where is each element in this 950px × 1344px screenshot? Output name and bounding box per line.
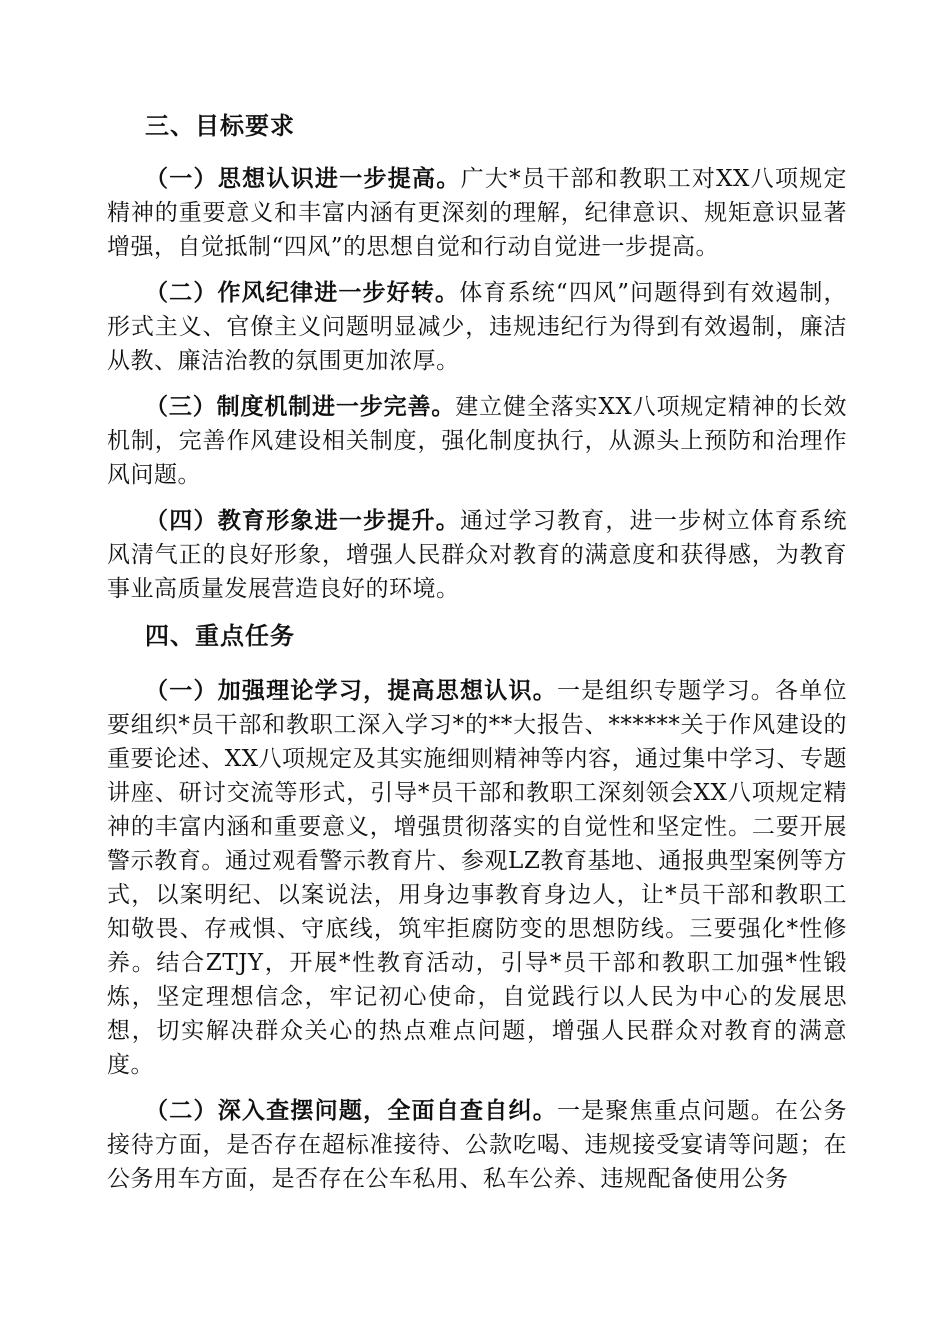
section-heading-tasks: 四、重点任务: [145, 622, 295, 650]
goal-item-2-body: 体育系统“四风”问题得到有效遏制，形式主义、官僚主义问题明显减少，违规违纪行为得到有效遏制，廉洁从教、廉洁治教的氛围更加浓厚。: [107, 280, 847, 374]
task-item-1-body: 一是组织专题学习。各单位要组织*员干部和教职工深入学习*的**大报告、******关于作风建设的重要论述、XX八项规定及其实施细则精神等内容，通过集中学习、专题讲座、研讨交流等形式，引导*员干部和教职工深刻领会XX八项规定精神的丰富内涵和重要意义，增强贯彻落实的自觉性和坚定性。二要开展警示教育。通过观看警示教育片、参观LZ教育基地、通报典型案例等方式，以案明纪、以案说法，用身边事教育身边人，让*员干部和教职工知敬畏、存戒惧、守底线，筑牢拒腐防变的思想防线。三要强化*性修养。结合ZTJY，开展*性教育活动，引导*员干部和教职工加强*性锻炼，坚定理想信念，牢记初心使命，自觉践行以人民为中心的发展思想，切实解决群众关心的热点难点问题，增强人民群众对教育的满意度。: [107, 678, 848, 1078]
goal-item-2-lead: （二）作风纪律进一步好转。: [145, 280, 460, 306]
document-page: [107, 108, 847, 1208]
goal-item-1-lead: （一）思想认识进一步提高。: [145, 166, 461, 192]
goal-item-3: [107, 390, 847, 492]
goal-item-1: [107, 162, 847, 264]
goal-item-3-body: 建立健全落实XX八项规定精神的长效机制，完善作风建设相关制度，强化制度执行，从源头上预防和治理作风问题。: [107, 394, 848, 488]
goal-item-4-body: 通过学习教育，进一步树立体育系统风清气正的良好形象，增强人民群众对教育的满意度和获得感，为教育事业高质量发展营造良好的环境。: [107, 508, 848, 602]
goal-item-2: [107, 276, 847, 378]
section-heading-goals: 三、目标要求: [145, 112, 295, 140]
task-item-2-lead: （二）深入查摆问题，全面自查自纠。: [145, 1098, 557, 1124]
task-item-1-lead: （一）加强理论学习，提高思想认识。: [145, 678, 557, 704]
goal-item-4: [107, 504, 847, 606]
task-item-2-body: 一是聚焦重点问题。在公务接待方面，是否存在超标准接待、公款吃喝、违规接受宴请等问题；在公务用车方面，是否存在公车私用、私车公养、违规配备使用公务: [107, 1098, 848, 1192]
goal-item-4-lead: （四）教育形象进一步提升。: [145, 508, 461, 534]
goal-item-1-body: 广大*员干部和教职工对XX八项规定精神的重要意义和丰富内涵有更深刻的理解，纪律意识、规矩意识显著增强，自觉抵制“四风”的思想自觉和行动自觉进一步提高。: [107, 166, 848, 260]
task-item-1: [107, 674, 847, 1082]
task-item-2: [107, 1094, 847, 1196]
goal-item-3-lead: （三）制度机制进一步完善。: [145, 394, 456, 420]
